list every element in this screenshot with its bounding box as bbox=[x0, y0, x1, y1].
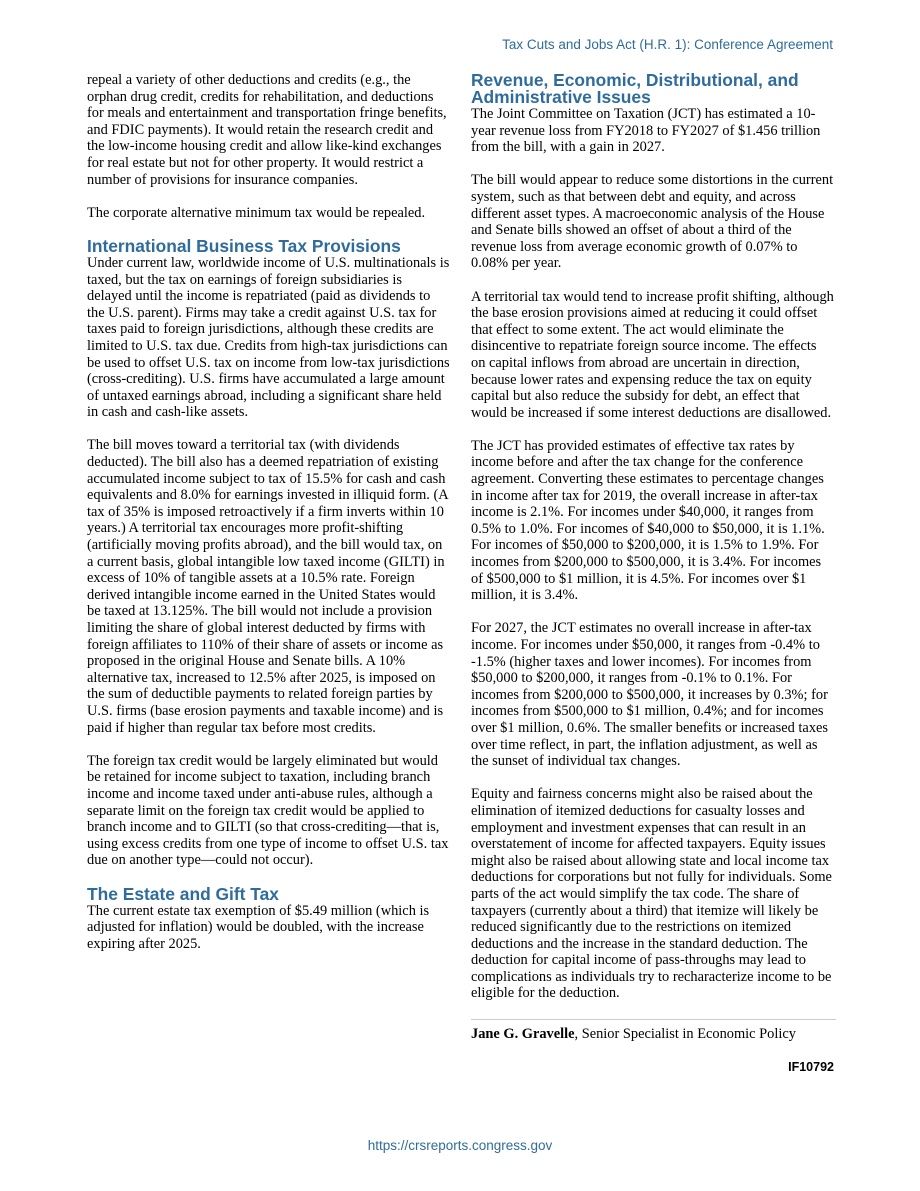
running-header: Tax Cuts and Jobs Act (H.R. 1): Conference Agreement bbox=[502, 37, 833, 52]
left-column bbox=[87, 72, 450, 969]
right-column bbox=[471, 72, 834, 1075]
footer-link[interactable]: https://crsreports.congress.gov bbox=[367, 1138, 553, 1153]
paragraph: Equity and fairness concerns might also be raised about the elimination of itemized deductions for casualty losses and employment and investment expenses that can result in an overstatement of income for affected taxpayers. Equity issues might also be raised about allowing state and local income tax deductions for corporations but not fully for individuals. Some parts of the act would simplify the tax code. The share of taxpayers (currently about a third) that itemize will likely be reduced significantly due to the restrictions on itemized deductions and the increase in the standard deduction. The deduction for capital income of pass-throughs may lead to complications as individuals try to recharacterize income to be eligible for the deduction. bbox=[471, 786, 832, 1002]
author-title: , Senior Specialist in Economic Policy bbox=[574, 1025, 796, 1042]
section-heading-revenue: Revenue, Economic, Distributional, and Administrative Issues bbox=[471, 70, 799, 107]
paragraph: The bill would appear to reduce some distortions in the current system, such as that between debt and equity, and across different asset types. A macroeconomic analysis of the House and Senate bills showed an offset of about a third of the revenue loss from average economic growth of 0.07% to 0.08% per year. bbox=[471, 172, 834, 272]
section-heading-estate: The Estate and Gift Tax bbox=[87, 883, 279, 904]
section-heading-international: International Business Tax Provisions bbox=[87, 235, 401, 256]
paragraph: The Joint Committee on Taxation (JCT) has estimated a 10-year revenue loss from FY2018 to FY2027 of $1.456 trillion from the bill, with a gain in 2027. bbox=[471, 106, 821, 156]
author-line bbox=[471, 1026, 834, 1043]
paragraph: A territorial tax would tend to increase profit shifting, although the base erosion provisions aimed at reducing it could offset that effect to some extent. The act would eliminate the disincentive to repatriate foreign source income. The effects on capital inflows from abroad are uncertain in direction, because lower rates and expensing reduce the tax on equity capital but also reduce the subsidy for debt, an effect that would be increased if some interest deductions are disallowed. bbox=[471, 288, 834, 421]
paragraph: Under current law, worldwide income of U.S. multinationals is taxed, but the tax on earnings of foreign subsidiaries is delayed until the income is repatriated (paid as dividends to the U.S. parent). Firms may take a credit against U.S. tax for taxes paid to foreign jurisdictions, although these credits are limited to U.S. tax due. Credits from high-tax jurisdictions can be used to offset U.S. tax on income from low-tax jurisdictions (cross-crediting). U.S. firms have accumulated a large amount of untaxed earnings abroad, including a significant share held in cash and cash-like assets. bbox=[87, 254, 450, 421]
paragraph: For 2027, the JCT estimates no overall increase in after-tax income. For incomes under $50,000, it ranges from -0.4% to -1.5% (higher taxes and lower incomes). For incomes from $50,000 to $200,000, it ranges from -0.1% to 0.1%. For incomes from $200,000 to $500,000, it increases by 0.3%; for incomes from $500,000 to $1 million, 0.4%; and for incomes over $1 million, 0.6%. The smaller benefits or increased taxes over time reflect, in part, the inflation adjustment, as well as the sunset of individual tax changes. bbox=[471, 620, 828, 770]
paragraph: The corporate alternative minimum tax would be repealed. bbox=[87, 204, 426, 221]
paragraph: The JCT has provided estimates of effective tax rates by income before and after the tax change for the conference agreement. Converting these estimates to percentage changes in income after tax for 2019, the overall increase in after-tax income is 2.1%. For incomes under $40,000, it ranges from 0.5% to 1.0%. For incomes of $40,000 to $50,000, it is 1.1%. For incomes of $50,000 to $200,000, it is 1.5% to 1.9%. For incomes from $200,000 to $500,000, it is 3.4%. For incomes of $500,000 to $1 million, it is 4.5%. For incomes over $1 million, it is 3.4%. bbox=[471, 437, 825, 604]
paragraph: repeal a variety of other deductions and credits (e.g., the orphan drug credit, credits for rehabilitation, and deductions for meals and entertainment and transportation fringe benefits, and FDIC payments). It would retain the research credit and the low-income housing credit and allow like-kind exchanges for real estate but not for other property. It would restrict a number of provisions for insurance companies. bbox=[87, 72, 447, 188]
paragraph: The bill moves toward a territorial tax (with dividends deducted). The bill also has a deemed repatriation of existing accumulated income subject to tax of 15.5% for cash and cash equivalents and 8.0% for earnings invested in illiquid form. (A tax of 35% is imposed retroactively if a firm inverts within 10 years.) A territorial tax encourages more profit-shifting (artificially moving profits abroad), and the bill would tax, on a current basis, global intangible low taxed income (GILTI) in excess of 10% of tangible assets at a 10.5% rate. Foreign derived intangible income earned in the United States would be taxed at 13.125%. The bill would not include a provision limiting the share of global interest deducted by firms with foreign affiliates to 110% of their share of assets or income as proposed in the original House and Senate bills. A 10% alternative tax, increased to 12.5% after 2025, is imposed on the sum of deductible payments to related foreign parties by U.S. firms (base erosion payments and taxable income) and is paid if higher than regular tax before most credits. bbox=[87, 437, 448, 736]
author-name: Jane G. Gravelle bbox=[471, 1025, 575, 1042]
paragraph: The current estate tax exemption of $5.49 million (which is adjusted for inflation) would be doubled, with the increase expiring after 2025. bbox=[87, 902, 430, 952]
paragraph: The foreign tax credit would be largely eliminated but would be retained for income subject to taxation, including branch income and income taxed under anti-abuse rules, although a separate limit on the foreign tax credit would be applied to branch income and to GILTI (so that cross-crediting—that is, using excess credits from one type of income to offset U.S. tax due on another type—could not occur). bbox=[87, 752, 449, 869]
author-divider bbox=[471, 1019, 836, 1020]
report-id: IF10792 bbox=[788, 1059, 834, 1074]
